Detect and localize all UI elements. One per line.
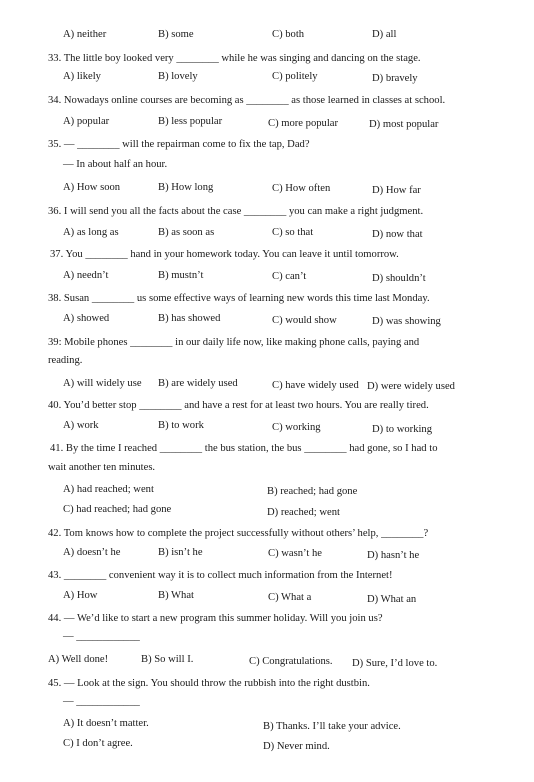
answer-option: A) will widely use [63, 378, 142, 389]
answer-option: C) would show [272, 315, 337, 326]
answer-option: C) Congratulations. [249, 656, 333, 667]
answer-option: C) working [272, 422, 321, 433]
answer-option: B) less popular [158, 116, 223, 127]
answer-option: D) Never mind. [263, 741, 330, 752]
answer-option: B) as soon as [158, 227, 215, 238]
answer-option: C) wasn’t he [268, 548, 322, 559]
answer-option: A) How [63, 590, 98, 601]
answer-option: D) How far [372, 185, 421, 196]
question-stem: 44. — We’d like to start a new program this summer holiday. Will you join us? [48, 613, 383, 624]
answer-option: B) some [158, 29, 194, 40]
answer-option: C) both [272, 29, 305, 40]
answer-option: A) had reached; went [63, 484, 154, 495]
text-line: wait another ten minutes. [48, 462, 156, 473]
answer-option: D) all [372, 29, 397, 40]
answer-option: D) bravely [372, 73, 418, 84]
text-line: reading. [48, 355, 83, 366]
answer-option: B) to work [158, 420, 204, 431]
answer-option: D) hasn’t he [367, 550, 420, 561]
question-stem: 34. Nowadays online courses are becoming as ________ as those learned in classes at school. [48, 95, 446, 106]
answer-option: A) showed [63, 313, 110, 324]
question-stem: 39: Mobile phones ________ in our daily life now, like making phone calls, paying and [48, 337, 420, 348]
answer-option: A) It doesn’t matter. [63, 718, 149, 729]
answer-option: D) reached; went [267, 507, 340, 518]
answer-option: A) neither [63, 29, 107, 40]
question-stem: 35. — ________ will the repairman come to fix the tap, Dad? [48, 139, 310, 150]
answer-option: B) Thanks. I’ll take your advice. [263, 721, 401, 732]
question-stem: 38. Susan ________ us some effective ways of learning new words this time last Monday. [48, 293, 430, 304]
answer-option: B) What [158, 590, 194, 601]
answer-option: A) doesn’t he [63, 547, 121, 558]
question-stem: 41. By the time I reached ________ the bus station, the bus ________ had gone, so I had to [50, 443, 438, 454]
answer-option: C) I don’t agree. [63, 738, 133, 749]
answer-option: A) How soon [63, 182, 121, 193]
answer-option: B) are widely used [158, 378, 238, 389]
question-stem: 43. ________ convenient way it is to collect much information from the Internet! [48, 570, 393, 581]
answer-option: A) work [63, 420, 99, 431]
answer-option: C) politely [272, 71, 318, 82]
answer-option: C) had reached; had gone [63, 504, 172, 515]
answer-option: A) Well done! [48, 654, 109, 665]
question-stem: 36. I will send you all the facts about the case ________ you can make a right judgment. [48, 206, 424, 217]
answer-option: B) isn’t he [158, 547, 203, 558]
answer-option: C) How often [272, 183, 331, 194]
question-stem: 37. You ________ hand in your homework today. You can leave it until tomorrow. [50, 249, 399, 260]
text-line: — In about half an hour. [63, 159, 168, 170]
answer-option: B) lovely [158, 71, 198, 82]
question-stem: 42. Tom knows how to complete the project successfully without others’ help, ________? [48, 528, 429, 539]
question-stem: 33. The little boy looked very ________ while he was singing and dancing on the stage. [48, 53, 421, 64]
answer-option: D) now that [372, 229, 423, 240]
answer-option: D) most popular [369, 119, 439, 130]
answer-option: D) to working [372, 424, 433, 435]
answer-option: B) has showed [158, 313, 221, 324]
text-line: — ____________ [63, 631, 140, 642]
question-stem: 45. — Look at the sign. You should throw the rubbish into the right dustbin. [48, 678, 370, 689]
answer-option: C) have widely used [272, 380, 359, 391]
answer-option: C) What a [268, 592, 312, 603]
answer-option: B) How long [158, 182, 214, 193]
text-line: — ____________ [63, 696, 140, 707]
answer-option: D) shouldn’t [372, 273, 426, 284]
answer-option: C) more popular [268, 118, 339, 129]
answer-option: D) What an [367, 594, 417, 605]
answer-option: A) as long as [63, 227, 119, 238]
answer-option: A) popular [63, 116, 110, 127]
answer-option: D) were widely used [367, 381, 455, 392]
answer-option: B) So will I. [141, 654, 194, 665]
answer-option: B) mustn’t [158, 270, 204, 281]
answer-option: D) was showing [372, 316, 441, 327]
answer-option: A) likely [63, 71, 101, 82]
answer-option: B) reached; had gone [267, 486, 358, 497]
answer-option: D) Sure, I’d love to. [352, 658, 438, 669]
answer-option: C) so that [272, 227, 314, 238]
answer-option: A) needn’t [63, 270, 109, 281]
question-stem: 40. You’d better stop ________ and have a rest for at least two hours. You are really tired. [48, 400, 429, 411]
answer-option: C) can’t [272, 271, 307, 282]
